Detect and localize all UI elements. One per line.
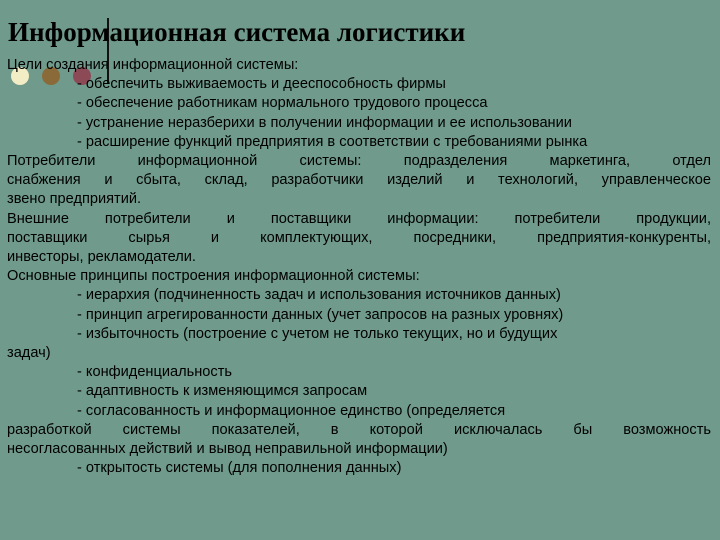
body-line: - открытость системы (для пополнения данных) — [77, 460, 402, 477]
body-line: инвесторы, рекламодатели. — [7, 249, 196, 266]
body-line: - избыточность (построение с учетом не только текущих, но и будущих — [77, 325, 558, 342]
body-line: - адаптивность к изменяющимся запросам — [77, 383, 368, 400]
body-line: разработкой системы показателей, в которой исключалась бы возможность — [7, 421, 711, 438]
slide-title: Информационная система логистики — [8, 17, 466, 47]
body-line: - обеспечить выживаемость и дееспособность фирмы — [77, 76, 446, 93]
body-line: Цели создания информационной системы: — [7, 57, 299, 73]
body-line: - принцип агрегированности данных (учет запросов на разных уровнях) — [77, 306, 564, 323]
body-line: - согласованность и информационное единство (определяется — [77, 402, 506, 419]
body-line: - конфиденциальность — [77, 364, 232, 381]
body-line: звено предприятий. — [7, 191, 142, 208]
body-line: - обеспечение работникам нормального трудового процесса — [77, 95, 488, 112]
body-line: снабжения и сбыта, склад, разработчики изделий и технологий, управленческое — [7, 172, 711, 189]
body-line: Внешние потребители и поставщики информации: потребители продукции, — [7, 210, 711, 227]
body-line: - расширение функций предприятия в соответствии с требованиями рынка — [77, 133, 588, 150]
body-line: Основные принципы построения информационной системы: — [7, 268, 420, 285]
body-line: задач) — [7, 345, 51, 362]
slide-body-text — [7, 56, 711, 478]
body-line: Потребители информационной системы: подразделения маркетинга, отдел — [7, 153, 711, 170]
body-line: - устранение неразберихи в получении информации и ее использовании — [77, 114, 572, 131]
body-line: - иерархия (подчиненность задач и использования источников данных) — [77, 287, 561, 304]
body-line: поставщики сырья и комплектующих, посредники, предприятия-конкуренты, — [7, 229, 711, 246]
body-line: несогласованных действий и вывод неправильной информации) — [7, 441, 448, 458]
